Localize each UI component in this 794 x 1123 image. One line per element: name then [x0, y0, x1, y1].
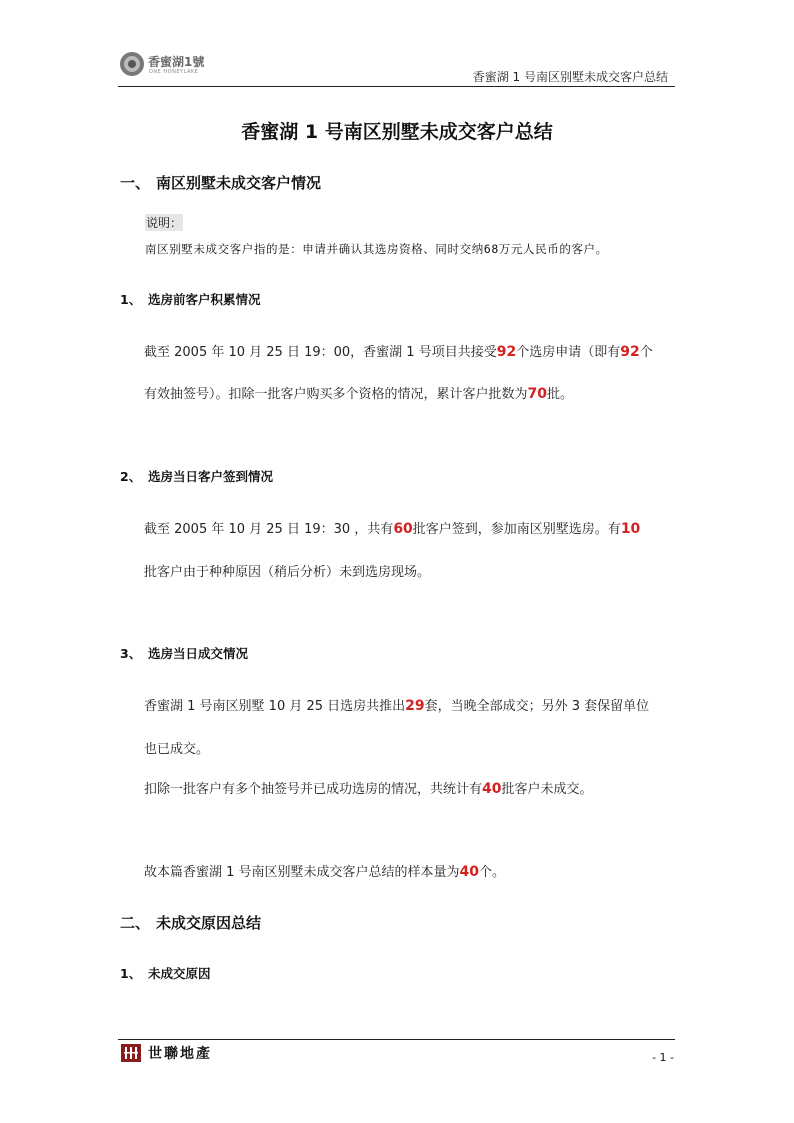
text-run: 截至 2005 年 10 月 25 日 19：30 ，共有 — [144, 522, 394, 537]
section-1-heading-text: 南区别墅未成交客户情况 — [156, 174, 322, 192]
highlight-value: 60 — [393, 521, 413, 537]
text-run: 截至 2005 年 10 月 25 日 19：00，香蜜湖 1 号项目共接受 — [144, 345, 497, 360]
subsection-1-3-number: 3、 — [120, 646, 142, 661]
highlight-value: 29 — [405, 698, 425, 714]
logo-subtext: ONE HONEYLAKE — [149, 69, 199, 75]
paragraph-line — [144, 778, 593, 797]
text-run: 套，当晚全部成交；另外 3 套保留单位 — [424, 699, 650, 714]
document-title: 香蜜湖 1 号南区别墅未成交客户总结 — [241, 121, 553, 143]
section-1-number: 一、 — [120, 174, 151, 192]
subsection-1-3-heading — [120, 644, 248, 662]
subsection-1-3-heading-text: 选房当日成交情况 — [148, 646, 249, 661]
header-divider — [118, 86, 675, 87]
text-run: 批。 — [547, 387, 574, 402]
text-run: 有效抽签号）。扣除一批客户购买多个资格的情况，累计客户批数为 — [144, 387, 528, 402]
paragraph-line — [144, 518, 640, 537]
text-run: 扣除一批客户有多个抽签号并已成功选房的情况，共统计有 — [144, 782, 483, 797]
subsection-2-1-number: 1、 — [120, 966, 142, 981]
text-run: 个。 — [479, 865, 506, 880]
section-1-heading — [120, 172, 321, 193]
paragraph-line — [144, 341, 653, 360]
note-text: 南区别墅未成交客户指的是：申请并确认其选房资格、同时交纳68万元人民币的客户。 — [145, 242, 608, 256]
subsection-1-2-number: 2、 — [120, 469, 142, 484]
text-run: 批客户签到，参加南区别墅选房。有 — [412, 522, 621, 537]
paragraph-line: 也已成交。 — [144, 742, 210, 757]
subsection-1-1-heading-text: 选房前客户积累情况 — [148, 292, 261, 307]
text-run: 批客户未成交。 — [501, 782, 593, 797]
header-logo — [118, 44, 208, 80]
text-run: 香蜜湖 1 号南区别墅 10 月 25 日选房共推出 — [144, 699, 406, 714]
subsection-1-1-heading — [120, 290, 261, 308]
highlight-value: 40 — [482, 781, 502, 797]
highlight-value: 40 — [459, 864, 480, 880]
highlight-value: 10 — [620, 521, 641, 537]
text-run: 故本篇香蜜湖 1 号南区别墅未成交客户总结的样本量为 — [144, 865, 460, 880]
highlight-value: 92 — [496, 344, 517, 360]
subsection-2-1-heading — [120, 964, 211, 982]
running-header-title: 香蜜湖 1 号南区别墅未成交客户总结 — [472, 70, 668, 84]
subsection-2-1-heading-text: 未成交原因 — [148, 966, 211, 981]
section-2-heading-text: 未成交原因总结 — [156, 914, 262, 932]
paragraph-line — [144, 695, 649, 714]
subsection-1-2-heading-text: 选房当日客户签到情况 — [148, 469, 274, 484]
highlight-value: 70 — [527, 386, 547, 402]
paragraph-line: 批客户由于种种原因（稍后分析）未到选房现场。 — [144, 565, 431, 580]
section-2-heading — [120, 912, 261, 933]
footer-brand: 世聯地產 — [148, 1046, 212, 1062]
footer-divider — [118, 1039, 675, 1040]
highlight-value: 92 — [620, 344, 640, 360]
text-run: 个 — [639, 345, 653, 360]
note-label: 说明： — [146, 216, 183, 230]
page-number: - 1 - — [652, 1051, 674, 1064]
section-2-number: 二、 — [120, 914, 151, 932]
paragraph-line — [144, 383, 573, 402]
subsection-1-1-number: 1、 — [120, 292, 142, 307]
brand-mark-icon — [121, 1044, 141, 1062]
text-run: 个选房申请（即有 — [516, 345, 621, 360]
paragraph-line — [144, 861, 505, 880]
subsection-1-2-heading — [120, 467, 273, 485]
logo-text: 香蜜湖1號 — [148, 55, 205, 69]
